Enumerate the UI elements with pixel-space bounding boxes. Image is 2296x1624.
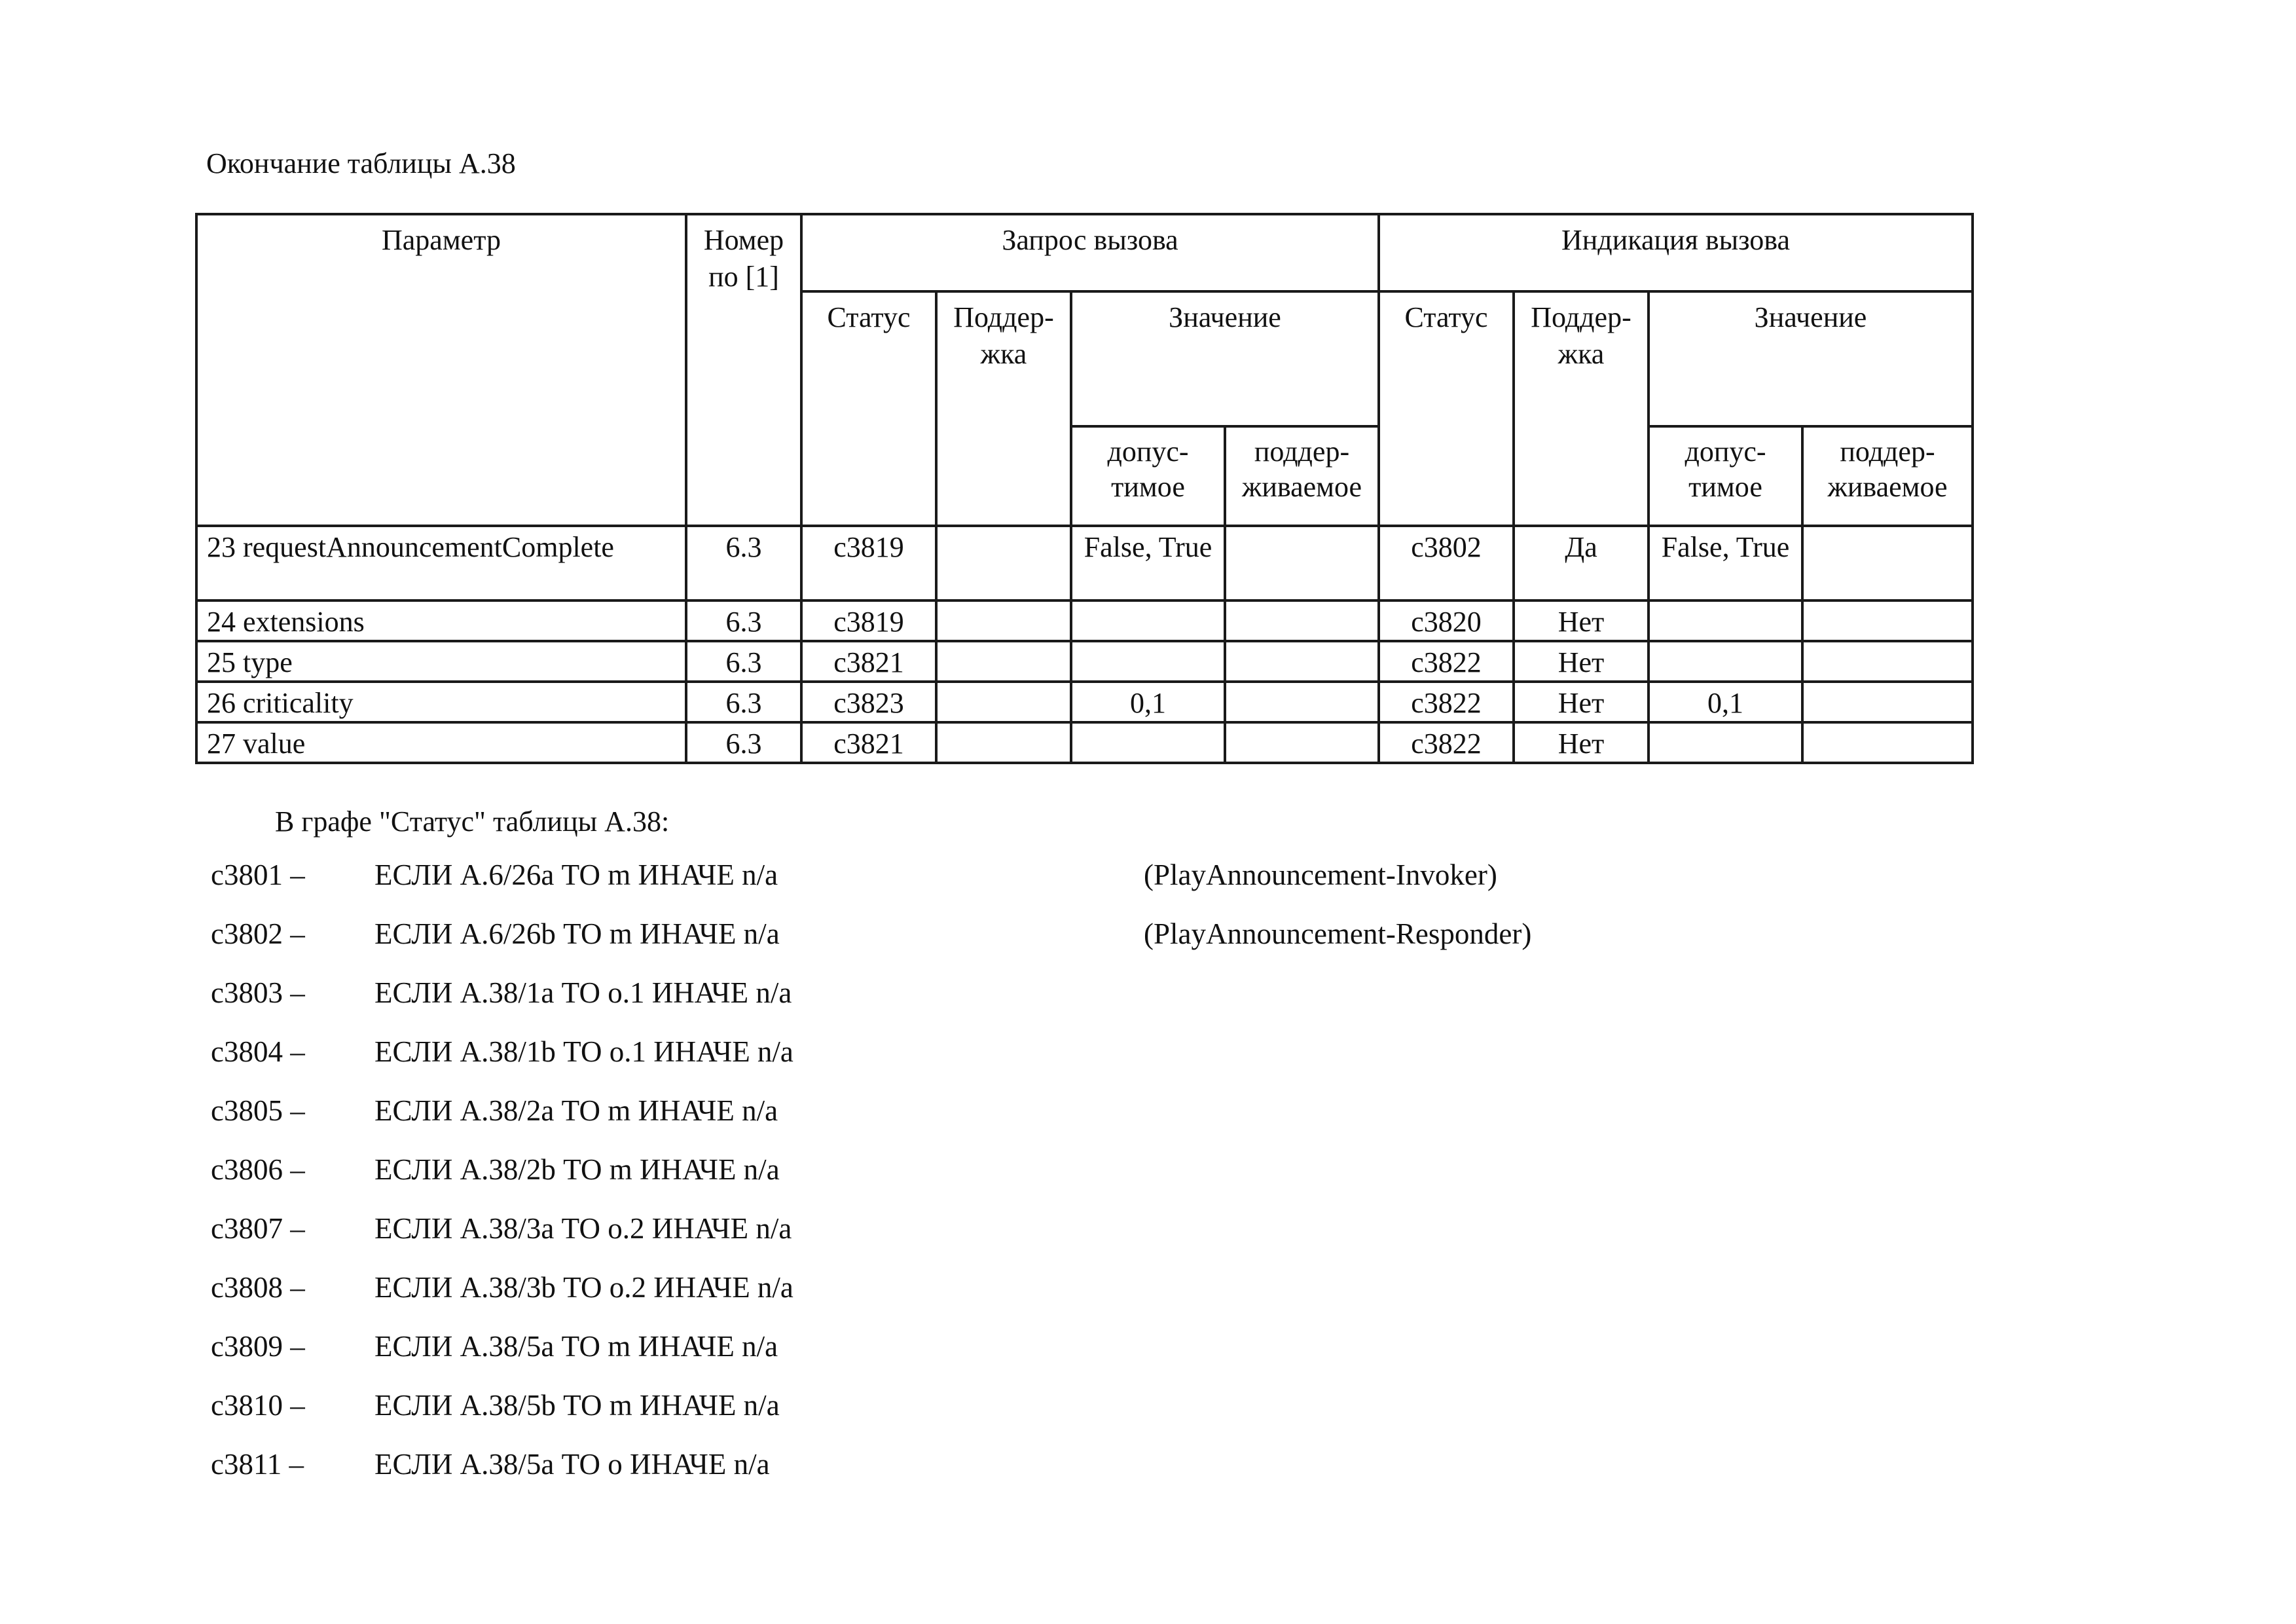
cell-param: 23 requestAnnouncementComplete bbox=[196, 526, 686, 600]
header-request-group: Запрос вызова bbox=[801, 214, 1379, 291]
header-req-status: Статус bbox=[801, 291, 936, 526]
table-row bbox=[196, 722, 1973, 763]
cell-number: 6.3 bbox=[686, 600, 801, 641]
cell-req-allowed: False, True bbox=[1071, 526, 1225, 600]
cell-ind-allowed: False, True bbox=[1649, 526, 1802, 600]
cell-number: 6.3 bbox=[686, 641, 801, 682]
header-req-support: Поддер-жка bbox=[936, 291, 1071, 526]
note-code: c3805 – bbox=[211, 1094, 305, 1127]
header-ind-support: Поддер-жка bbox=[1514, 291, 1649, 526]
note-text: ЕСЛИ А.38/3a ТО o.2 ИНАЧЕ n/a bbox=[374, 1212, 792, 1245]
note-extra: (PlayAnnouncement-Responder) bbox=[1144, 917, 1532, 950]
notes-heading: В графе "Статус" таблицы А.38: bbox=[275, 805, 670, 838]
cell-ind-support: Нет bbox=[1514, 600, 1649, 641]
note-text: ЕСЛИ А.38/2b ТО m ИНАЧЕ n/a bbox=[374, 1153, 780, 1186]
table-row bbox=[196, 682, 1973, 722]
header-ind-allowed: допус-тимое bbox=[1649, 426, 1802, 526]
note-text: ЕСЛИ А.38/5a ТО m ИНАЧЕ n/a bbox=[374, 1330, 778, 1363]
table-caption: Окончание таблицы А.38 bbox=[206, 147, 516, 179]
note-code: c3811 – bbox=[211, 1448, 304, 1481]
cell-ind-status: c3822 bbox=[1379, 682, 1514, 722]
cell-req-support bbox=[936, 682, 1071, 722]
table-row bbox=[196, 600, 1973, 641]
cell-param: 25 type bbox=[196, 641, 686, 682]
cell-ind-support: Нет bbox=[1514, 682, 1649, 722]
cell-req-supported bbox=[1225, 722, 1379, 763]
header-req-value: Значение bbox=[1071, 291, 1379, 426]
note-code: c3810 – bbox=[211, 1389, 305, 1422]
note-text: ЕСЛИ А.6/26b ТО m ИНАЧЕ n/a bbox=[374, 917, 780, 950]
cell-req-allowed bbox=[1071, 722, 1225, 763]
cell-req-status: c3821 bbox=[801, 641, 936, 682]
note-code: c3802 – bbox=[211, 917, 305, 950]
note-text: ЕСЛИ А.38/5b ТО m ИНАЧЕ n/a bbox=[374, 1389, 780, 1422]
cell-ind-supported bbox=[1802, 526, 1973, 600]
cell-ind-support: Нет bbox=[1514, 641, 1649, 682]
cell-ind-supported bbox=[1802, 600, 1973, 641]
parameter-table bbox=[195, 213, 1974, 764]
cell-ind-status: c3822 bbox=[1379, 722, 1514, 763]
cell-ind-support: Нет bbox=[1514, 722, 1649, 763]
cell-req-support bbox=[936, 722, 1071, 763]
cell-req-support bbox=[936, 526, 1071, 600]
cell-ind-allowed bbox=[1649, 600, 1802, 641]
cell-ind-allowed: 0,1 bbox=[1649, 682, 1802, 722]
header-param: Параметр bbox=[196, 214, 686, 526]
note-text: ЕСЛИ А.38/3b ТО o.2 ИНАЧЕ n/a bbox=[374, 1271, 793, 1304]
cell-req-supported bbox=[1225, 600, 1379, 641]
header-ind-value: Значение bbox=[1649, 291, 1973, 426]
cell-ind-status: c3802 bbox=[1379, 526, 1514, 600]
cell-req-status: c3821 bbox=[801, 722, 936, 763]
table-row bbox=[196, 641, 1973, 682]
cell-req-supported bbox=[1225, 526, 1379, 600]
cell-ind-status: c3820 bbox=[1379, 600, 1514, 641]
header-ind-status: Статус bbox=[1379, 291, 1514, 526]
note-code: c3804 – bbox=[211, 1035, 305, 1068]
cell-ind-supported bbox=[1802, 641, 1973, 682]
cell-req-allowed bbox=[1071, 641, 1225, 682]
cell-ind-allowed bbox=[1649, 641, 1802, 682]
cell-number: 6.3 bbox=[686, 722, 801, 763]
note-extra: (PlayAnnouncement-Invoker) bbox=[1144, 858, 1497, 891]
table-row bbox=[196, 526, 1973, 600]
note-text: ЕСЛИ А.6/26a ТО m ИНАЧЕ n/a bbox=[374, 858, 778, 891]
note-code: c3803 – bbox=[211, 976, 305, 1009]
header-number: Номер по [1] bbox=[686, 214, 801, 526]
cell-req-allowed: 0,1 bbox=[1071, 682, 1225, 722]
header-ind-supported: поддер-живаемое bbox=[1802, 426, 1973, 526]
note-code: c3806 – bbox=[211, 1153, 305, 1186]
header-req-allowed: допус-тимое bbox=[1071, 426, 1225, 526]
note-code: c3808 – bbox=[211, 1271, 305, 1304]
cell-ind-status: c3822 bbox=[1379, 641, 1514, 682]
cell-number: 6.3 bbox=[686, 682, 801, 722]
cell-ind-support: Да bbox=[1514, 526, 1649, 600]
cell-param: 27 value bbox=[196, 722, 686, 763]
cell-req-status: c3819 bbox=[801, 600, 936, 641]
cell-req-support bbox=[936, 600, 1071, 641]
note-code: c3807 – bbox=[211, 1212, 305, 1245]
note-code: c3809 – bbox=[211, 1330, 305, 1363]
header-req-supported: поддер-живаемое bbox=[1225, 426, 1379, 526]
cell-param: 26 criticality bbox=[196, 682, 686, 722]
cell-req-status: c3819 bbox=[801, 526, 936, 600]
note-text: ЕСЛИ А.38/1a ТО o.1 ИНАЧЕ n/a bbox=[374, 976, 792, 1009]
header-indication-group: Индикация вызова bbox=[1379, 214, 1973, 291]
cell-ind-allowed bbox=[1649, 722, 1802, 763]
cell-req-supported bbox=[1225, 682, 1379, 722]
cell-ind-supported bbox=[1802, 682, 1973, 722]
cell-req-support bbox=[936, 641, 1071, 682]
cell-req-status: c3823 bbox=[801, 682, 936, 722]
note-code: c3801 – bbox=[211, 858, 305, 891]
cell-ind-supported bbox=[1802, 722, 1973, 763]
note-text: ЕСЛИ А.38/1b ТО o.1 ИНАЧЕ n/a bbox=[374, 1035, 793, 1068]
cell-param: 24 extensions bbox=[196, 600, 686, 641]
cell-req-supported bbox=[1225, 641, 1379, 682]
cell-req-allowed bbox=[1071, 600, 1225, 641]
note-text: ЕСЛИ А.38/2a ТО m ИНАЧЕ n/a bbox=[374, 1094, 778, 1127]
cell-number: 6.3 bbox=[686, 526, 801, 600]
note-text: ЕСЛИ А.38/5a ТО o ИНАЧЕ n/a bbox=[374, 1448, 770, 1481]
